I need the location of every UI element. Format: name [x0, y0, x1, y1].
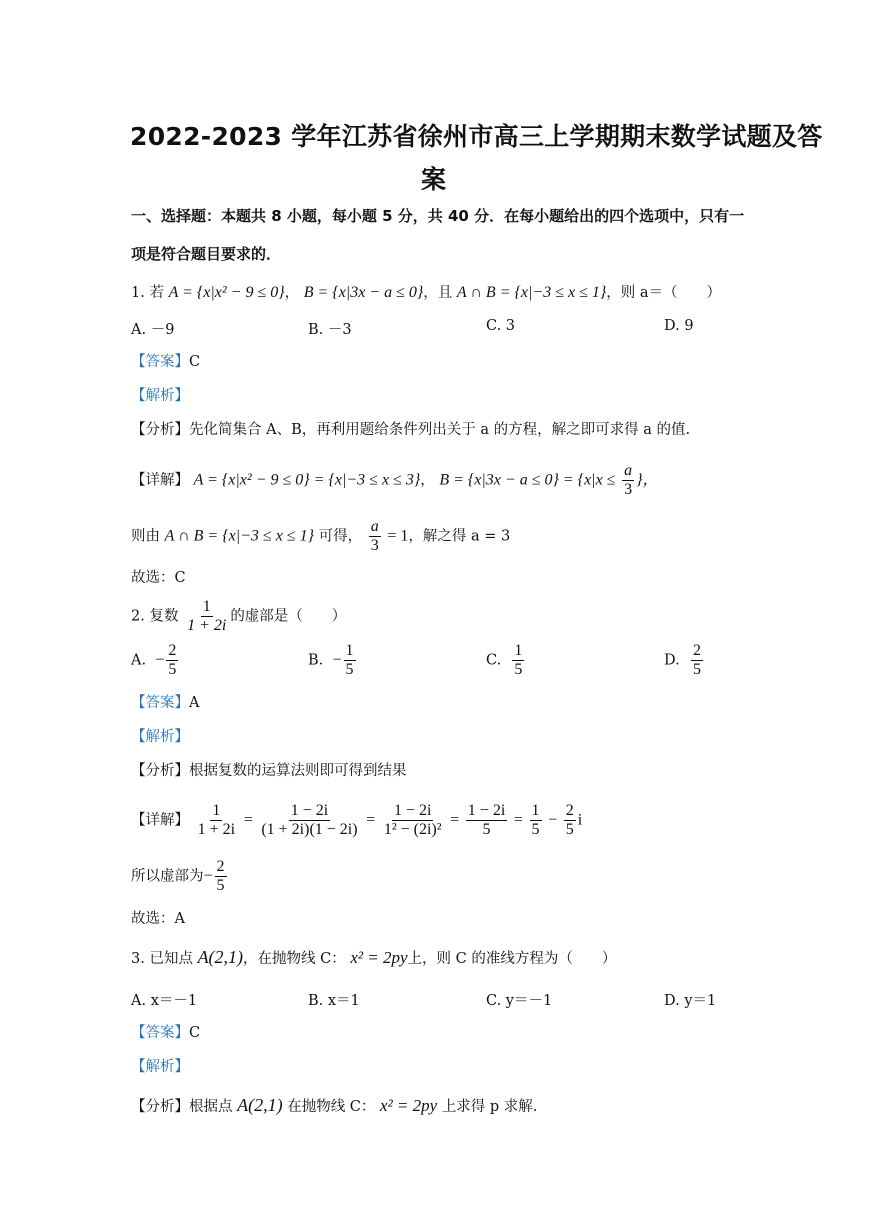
frac-num: a [370, 518, 379, 535]
q1-xj-frac [622, 462, 634, 499]
q1-l2-end: ，解之得 a = 3 [408, 528, 511, 545]
q3-stem [131, 947, 616, 969]
answer-label: 【答案】 [131, 695, 189, 711]
frac-num: 1 [514, 642, 523, 659]
q1-set-a: A = {x|x² − 9 ≤ 0} [168, 284, 285, 301]
q2-fenxi-text: 根据复数的运算法则即可得到结果 [189, 763, 407, 779]
xiangjie-label: 【详解】 [131, 472, 189, 489]
q2-jiexi-label: 【解析】 [131, 729, 189, 745]
equals: = [243, 811, 253, 829]
frac-num: 2 [216, 858, 225, 875]
frac-num: 1 [202, 598, 211, 615]
q3-parabola: x² = 2py [350, 948, 408, 967]
q3-number: 3. 已知点 [131, 951, 193, 967]
q1-fenxi-text: 先化简集合 A、B，再利用题给条件列出关于 a 的方程，解之即可求得 a 的值. [189, 422, 691, 438]
q1-option-c: C. 3 [486, 318, 516, 334]
q3-option-c: C. y＝－1 [486, 993, 553, 1009]
option-label: D. [664, 652, 680, 669]
q1-option-a: A. －9 [131, 322, 175, 338]
q2-option-d [664, 642, 705, 679]
fenxi-label: 【分析】 [131, 422, 189, 438]
q1-l2-eq: = 1 [387, 527, 409, 545]
fenxi-label: 【分析】 [131, 1099, 189, 1115]
option-frac [166, 642, 178, 679]
q2-stem [131, 598, 346, 635]
q2-e4 [466, 802, 507, 839]
q1-answer-value: C [189, 354, 201, 370]
q2-answer-value: A [189, 695, 200, 711]
q1-jiexi-label: 【解析】 [131, 388, 189, 404]
q1-sep2: ，且 [423, 285, 453, 301]
frac-den: 5 [345, 661, 354, 678]
frac-num: 1 [531, 802, 540, 819]
frac-den: 5 [565, 821, 574, 838]
option-sign: − [155, 651, 165, 669]
option-frac [691, 642, 703, 679]
option-label: C. [486, 652, 502, 669]
frac-den: 5 [692, 661, 701, 678]
frac-num: 1 [345, 642, 354, 659]
frac-num: a [624, 462, 633, 479]
q2-choose: 故选：A [131, 911, 185, 927]
q1-xj-set-a: A = {x|x² − 9 ≤ 0} = {x|−3 ≤ x ≤ 3} [193, 471, 421, 489]
q2-option-b [308, 642, 358, 679]
imag-unit: i [577, 811, 583, 829]
option-label: B. [308, 652, 324, 669]
q2-e6 [564, 802, 576, 839]
q2-number: 2. 复数 [131, 608, 179, 625]
frac-den: 5 [531, 821, 540, 838]
q2-option-c [486, 642, 526, 679]
q2-e1 [196, 802, 237, 839]
q1-option-b: B. －3 [308, 322, 352, 338]
answer-label: 【答案】 [131, 354, 189, 370]
frac-den: 1² − (2i)² [383, 821, 442, 838]
frac-den: 3 [370, 537, 379, 554]
q3-point: A(2,1) [197, 947, 244, 967]
q3-fenxi-mid: 在抛物线 C： [287, 1099, 376, 1115]
frac-num: 2 [565, 802, 574, 819]
q2-answer [131, 693, 199, 713]
frac-den: (1 + 2i)(1 − 2i) [261, 821, 358, 838]
q2-frac [185, 598, 228, 635]
frac-num: 1 [212, 802, 221, 819]
q2-so-sign: − [203, 867, 213, 885]
q1-l2-mid: 可得， [318, 528, 363, 545]
q2-fenxi [131, 761, 407, 781]
option-frac [344, 642, 356, 679]
q2-so-text: 所以虚部为 [131, 868, 204, 885]
q2-e5 [530, 802, 542, 839]
fenxi-label: 【分析】 [131, 763, 189, 779]
q3-fenxi-eq: x² = 2py [380, 1096, 438, 1115]
section-heading-line2: 项是符合题目要求的． [131, 245, 282, 263]
frac-den: 5 [482, 821, 491, 838]
q1-answer [131, 352, 200, 372]
q3-tail: 上，则 C 的准线方程为（ ） [407, 951, 617, 967]
q1-xj-tail: }， [636, 471, 659, 489]
q3-fenxi-tail: 上求得 p 求解. [441, 1099, 538, 1115]
q3-mid: ，在抛物线 C： [243, 951, 346, 967]
frac-den: 5 [168, 661, 177, 678]
q1-number: 1. 若 [131, 285, 164, 301]
q1-set-b: B = {x|3x − a ≤ 0} [303, 284, 424, 301]
option-frac [512, 642, 524, 679]
q1-intersection: A ∩ B = {x|−3 ≤ x ≤ 1} [456, 284, 607, 301]
q3-option-d: D. y＝1 [664, 993, 717, 1009]
q1-l2-frac [369, 518, 381, 555]
q1-xiangjie-line1 [131, 462, 658, 499]
doc-title-line2: 案 [421, 165, 447, 194]
equals: = [450, 811, 460, 829]
q3-fenxi-pre: 根据点 [189, 1099, 233, 1115]
frac-den: 3 [624, 481, 633, 498]
minus: − [548, 811, 558, 829]
q1-xj-set-b: B = {x|3x − a ≤ 0} = {x|x ≤ [439, 471, 616, 489]
frac-den: 5 [514, 661, 523, 678]
equals: = [513, 811, 523, 829]
option-label: A. [131, 652, 147, 669]
frac-den: 5 [216, 877, 225, 894]
doc-title-line1: 2022-2023 学年江苏省徐州市高三上学期期末数学试题及答 [130, 122, 823, 151]
answer-label: 【答案】 [131, 1025, 189, 1041]
xiangjie-label: 【详解】 [131, 812, 189, 829]
q2-e3 [382, 802, 444, 839]
q3-fenxi-point: A(2,1) [237, 1095, 283, 1115]
q1-l2-pre: 则由 [131, 528, 160, 545]
frac-num: 1 − 2i [290, 802, 329, 819]
q1-sep1: ， [284, 285, 300, 301]
q2-so-frac [215, 858, 227, 895]
q2-so [131, 858, 229, 895]
q3-jiexi-label: 【解析】 [131, 1059, 189, 1075]
q1-fenxi [131, 420, 690, 440]
frac-den: 1 + 2i [187, 617, 227, 634]
section-heading-line1: 一、选择题：本题共 8 小题，每小题 5 分，共 40 分．在每小题给出的四个选项中，只有一 [131, 207, 745, 225]
q1-xiangjie-line2 [131, 518, 510, 555]
q2-xiangjie [131, 802, 582, 839]
q3-answer-value: C [189, 1025, 201, 1041]
q3-answer [131, 1023, 200, 1043]
q1-tail: ，则 a＝（ ） [606, 285, 722, 301]
q2-e2 [259, 802, 359, 839]
option-sign: − [332, 651, 342, 669]
q1-stem [131, 283, 721, 303]
frac-num: 2 [692, 642, 701, 659]
q1-choose: 故选：C [131, 570, 186, 586]
q3-option-a: A. x＝－1 [131, 993, 198, 1009]
frac-num: 1 − 2i [393, 802, 432, 819]
frac-den: 1 + 2i [197, 821, 236, 838]
frac-num: 2 [168, 642, 177, 659]
equals: = [366, 811, 376, 829]
q2-tail: 的虚部是（ ） [230, 608, 347, 625]
q3-option-b: B. x＝1 [308, 993, 360, 1009]
q2-option-a [131, 642, 180, 679]
q1-xj-sep: ， [420, 472, 435, 489]
q1-option-d: D. 9 [664, 318, 694, 334]
frac-num: 1 − 2i [467, 802, 506, 819]
q1-l2-intersection: A ∩ B = {x|−3 ≤ x ≤ 1} [164, 527, 314, 545]
q3-fenxi [131, 1095, 537, 1117]
